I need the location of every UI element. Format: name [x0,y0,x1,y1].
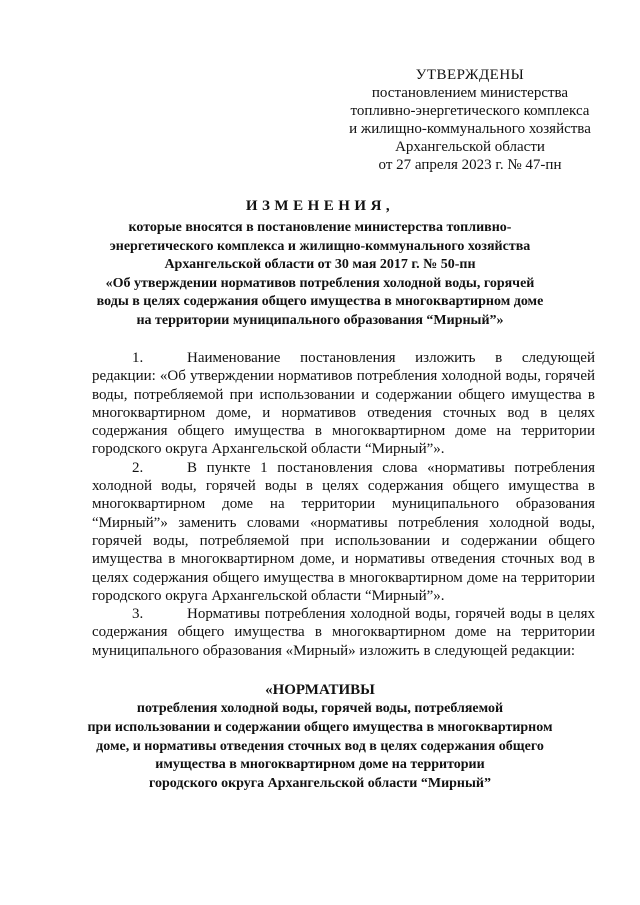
amendments-body [92,349,595,660]
approval-heading: УТВЕРЖДЕНЫ [415,67,525,83]
changes-title: ИЗМЕНЕНИЯ, [245,198,395,214]
item-text: Наименование постановления изложить в следующей редакции: «Об утверждении нормативов потребления холодной воды, горячей воды, потребляемой при использовании и содержании общего имущества в многоквартирном доме, и нормативов отведения сточных вод в целях содержания общего имущества в многоквартирном доме на территории городского округа Архангельской области “Мирный”». [92,350,595,458]
amendment-item-2 [92,459,595,605]
approval-line: Архангельской области [395,139,545,155]
item-number: 3. [132,606,144,623]
item-number: 2. [132,459,144,476]
normatives-subtitle-line: имущества в многоквартирном доме на территории [155,757,485,773]
approval-line: топливно-энергетического комплекса [350,103,590,119]
item-text: Нормативы потребления холодной воды, горячей воды в целях содержания общего имущества в многоквартирном доме на территории муниципального образования «Мирный» изложить в следующей редакции: [92,606,595,659]
changes-subtitle-line: которые вносятся в постановление министерства топливно- [128,220,512,235]
changes-subtitle-line: энергетического комплекса и жилищно-коммунального хозяйства [109,238,531,254]
changes-subtitle-line: на территории муниципального образования “Мирный”» [136,312,504,328]
item-text: В пункте 1 постановления слова «нормативы потребления холодной воды, горячей воды в целях содержания общего имущества в многоквартирном доме на территории муниципального образования “Мирный”» заменить словами «нормативы потребления холодной воды, горячей воды, потребляемой при использовании и содержании общего имущества в многоквартирном доме, и нормативы отведения сточных вод в целях содержания общего имущества в многоквартирном доме на территории городского округа Архангельской области “Мирный”». [92,459,595,604]
normatives-subtitle-line: при использовании и содержании общего имущества в многоквартирном [87,719,553,735]
changes-subtitle-line: воды в целях содержания общего имущества в многоквартирном доме [96,294,544,309]
approval-line: постановлением министерства [371,85,569,101]
amendment-item-1 [92,349,595,459]
normatives-subtitle [60,700,580,794]
item-number: 1. [132,350,144,366]
normatives-subtitle-line: потребления холодной воды, горячей воды, потребляемой [136,701,504,716]
normatives-subtitle-line: городского округа Архангельской области “Мирный” [149,776,491,792]
changes-subtitle [60,219,580,330]
amendment-item-3 [92,605,595,660]
approval-date-line: от 27 апреля 2023 г. № 47-пн [378,157,562,173]
changes-subtitle-line: Архангельской области от 30 мая 2017 г. № 50-пн [164,257,476,272]
normatives-title: «НОРМАТИВЫ [265,682,375,698]
approval-block [300,66,640,174]
normatives-subtitle-line: доме, и нормативы отведения сточных вод в целях содержания общего [96,738,544,754]
approval-line: и жилищно-коммунального хозяйства [349,121,591,137]
changes-subtitle-line: «Об утверждении нормативов потребления холодной воды, горячей [105,275,535,291]
